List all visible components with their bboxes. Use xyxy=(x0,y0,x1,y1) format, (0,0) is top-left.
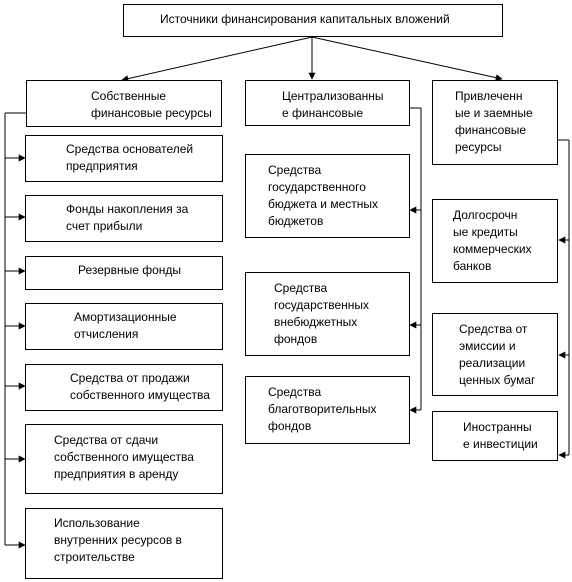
own-item-accumulation-funds xyxy=(25,195,223,242)
diagram-title: Источники финансирования капитальных вложений xyxy=(160,12,450,26)
own-item-founders-label: Средства основателей предприятия xyxy=(66,142,194,173)
own-item-property-rent xyxy=(25,424,223,494)
own-item-internal-resources-label: Использование внутренних ресурсов в строительстве xyxy=(54,516,182,564)
own-item-reserve-funds-label: Резервные фонды xyxy=(78,263,182,277)
central-item-extrabudgetary xyxy=(245,272,410,356)
own-resources-header-label: Собственные финансовые ресурсы xyxy=(91,89,212,120)
own-item-internal-resources xyxy=(25,508,223,579)
own-item-accumulation-funds-label: Фонды накопления за счет прибыли xyxy=(66,202,189,233)
own-item-property-sale xyxy=(25,364,223,411)
own-item-reserve-funds xyxy=(25,256,223,290)
borrowed-item-credits xyxy=(432,199,558,283)
own-resources-header xyxy=(26,80,222,127)
borrowed-header xyxy=(432,80,558,165)
central-item-budget xyxy=(245,154,410,238)
centralized-header-label: Централизованны е финансовые xyxy=(282,89,384,120)
own-item-property-rent-label: Средства от сдачи собственного имущества предприятия в аренду xyxy=(54,433,194,481)
central-item-extrabudgetary-label: Средства государственных внебюджетных фондов xyxy=(274,281,370,346)
own-item-founders xyxy=(25,135,223,182)
own-item-depreciation xyxy=(25,303,223,350)
borrowed-item-foreign-investment xyxy=(432,411,558,461)
central-item-budget-label: Средства государственного бюджета и местных бюджетов xyxy=(268,163,378,228)
borrowed-header-label: Привлеченн ые и заемные финансовые ресурсы xyxy=(455,89,533,154)
borrowed-item-credits-label: Долгосрочн ые кредиты коммерческих банков xyxy=(453,208,532,273)
central-item-charity xyxy=(245,376,410,444)
borrowed-item-securities-label: Средства от эмиссии и реализации ценных бумаг xyxy=(459,322,536,387)
borrowed-item-foreign-investment-label: Иностранны е инвестиции xyxy=(463,420,538,451)
centralized-header xyxy=(245,80,410,126)
borrowed-item-securities xyxy=(432,313,558,396)
title-box xyxy=(123,4,503,37)
central-item-charity-label: Средства благотворительных фондов xyxy=(268,385,377,433)
own-item-depreciation-label: Амортизационные отчисления xyxy=(74,310,177,341)
own-item-property-sale-label: Средства от продажи собственного имущества xyxy=(70,371,210,402)
